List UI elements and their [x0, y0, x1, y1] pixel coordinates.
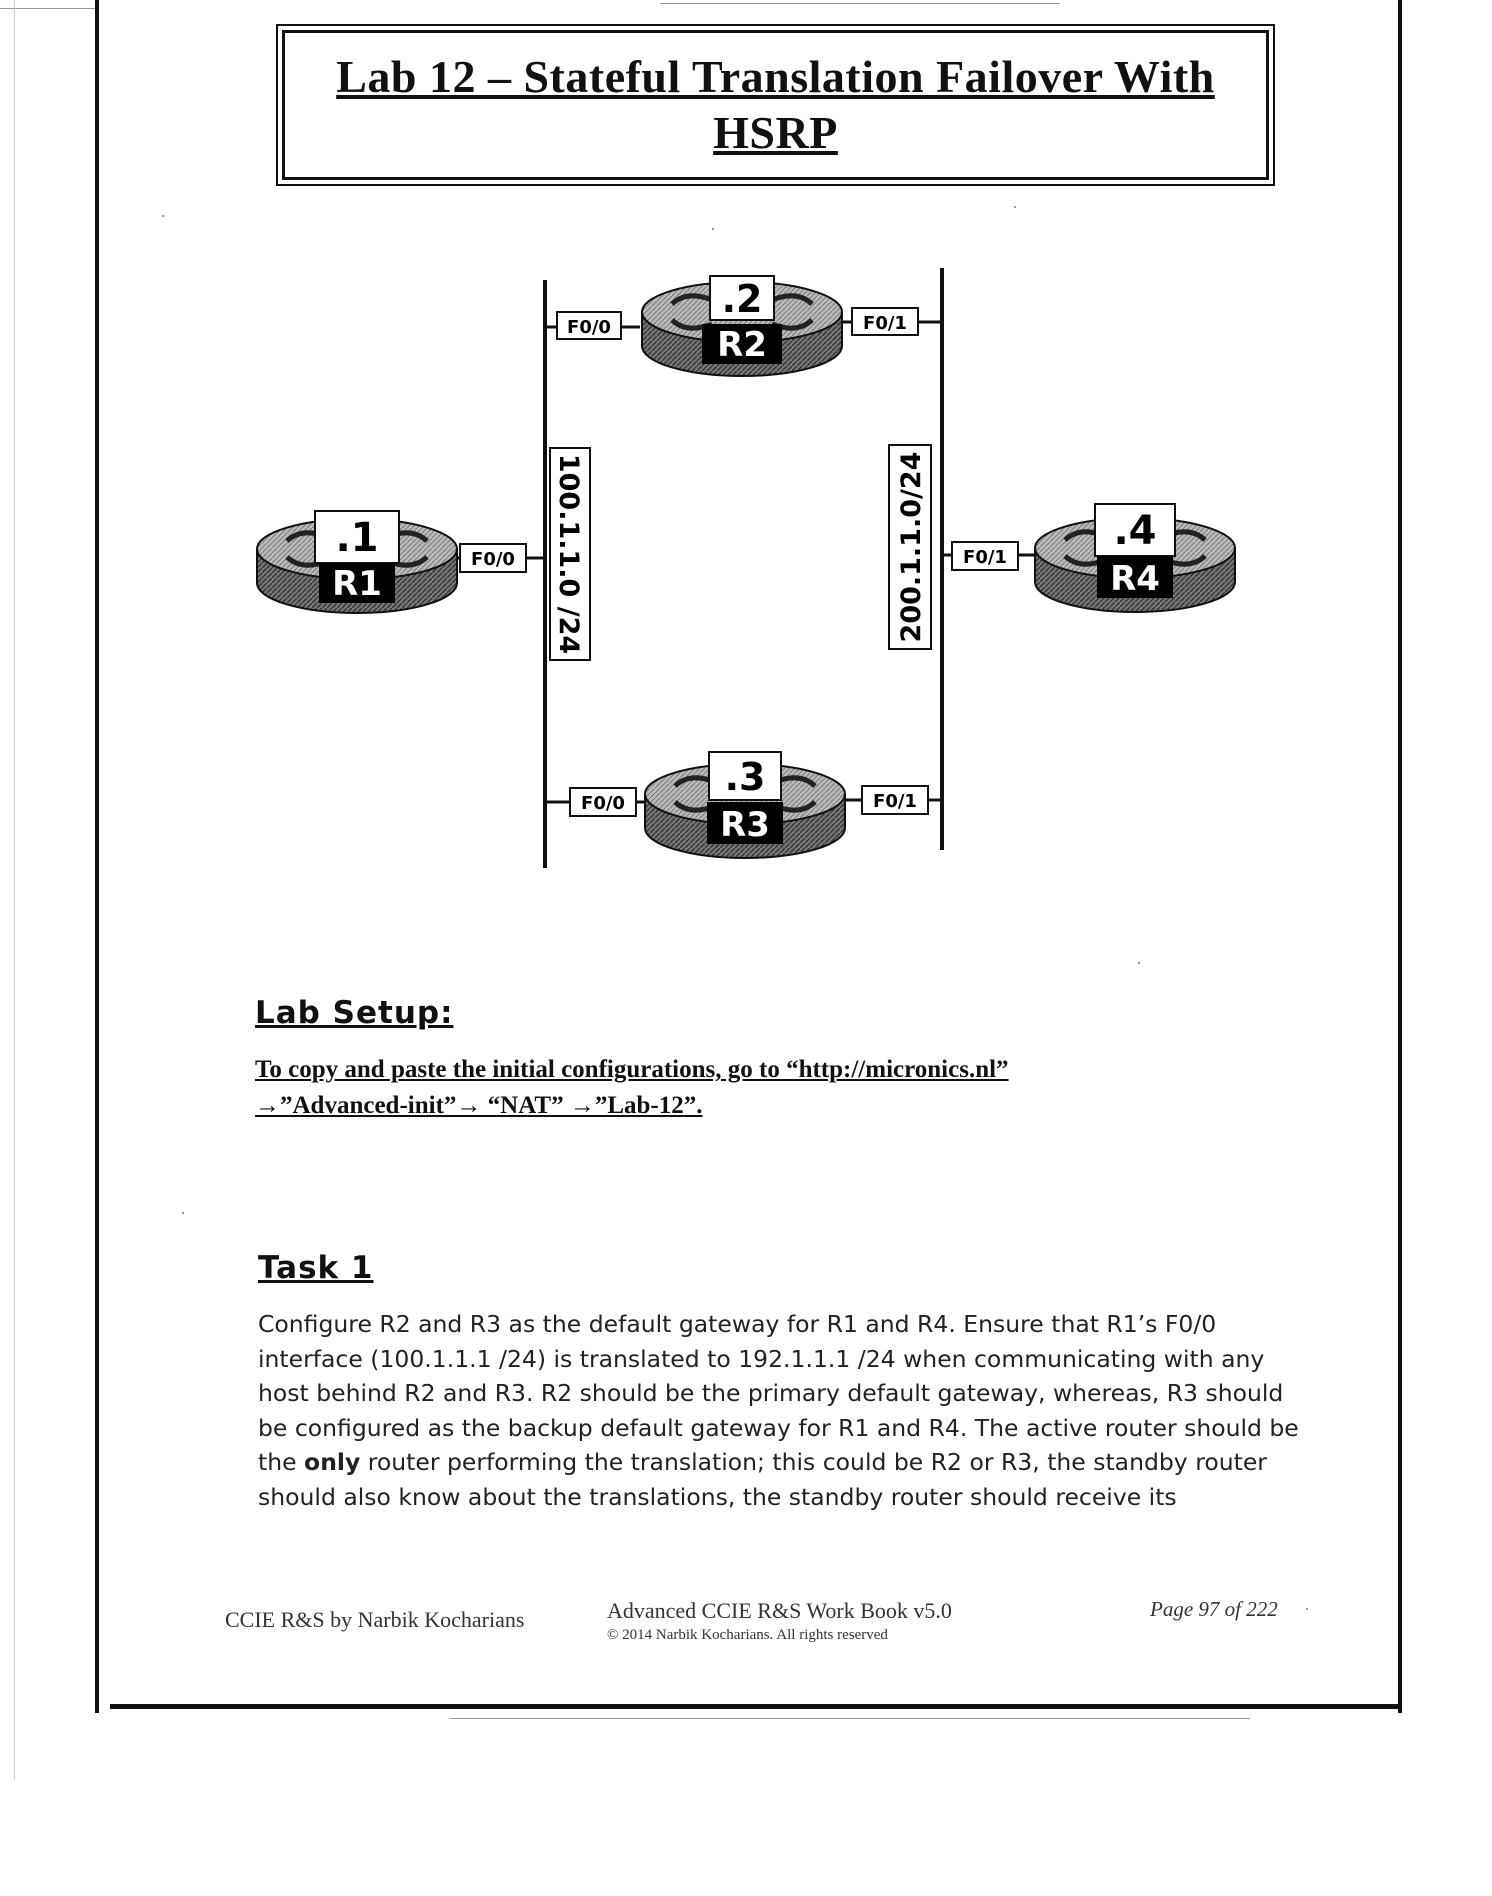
task1-line: should also know about the translations, the standby router should receive its: [258, 1482, 1177, 1511]
iface-label-r2-f00: [557, 312, 621, 339]
svg-text:F0/1: F0/1: [873, 791, 917, 812]
router-label-r4: R4: [1110, 559, 1160, 599]
router-r2: [642, 276, 842, 376]
subnet-label-right: [889, 445, 931, 649]
task1-line: be configured as the backup default gateway for R1 and R4. The active router should be: [258, 1413, 1299, 1442]
scan-speck: [1138, 962, 1140, 964]
router-r3: [645, 752, 845, 858]
host-label-r2: .2: [721, 277, 763, 321]
svg-text:100.1.1.0 /24: 100.1.1.0 /24: [553, 453, 584, 655]
scan-edge-line: [450, 1718, 1250, 1719]
lab-title-line-1: Lab 12 – Stateful Translation Failover With: [336, 51, 1215, 102]
task1-emphasis-only: only: [304, 1448, 361, 1476]
iface-label-r2-f01: [852, 308, 918, 335]
router-label-r2: R2: [717, 325, 767, 365]
lab-setup-instruction-line-1: To copy and paste the initial configurations, go to “http://micronics.nl”: [255, 1056, 1009, 1083]
svg-text:200.1.1.0/24: 200.1.1.0/24: [896, 451, 927, 643]
svg-text:F0/1: F0/1: [863, 313, 907, 334]
svg-text:F0/1: F0/1: [963, 547, 1007, 568]
router-label-r3: R3: [720, 805, 770, 845]
task1-body: [258, 1307, 1299, 1514]
router-label-r1: R1: [332, 564, 382, 604]
svg-text:F0/0: F0/0: [471, 549, 515, 570]
scan-speck: [1306, 1608, 1308, 1610]
lab-title-line-2: HSRP: [713, 107, 838, 158]
task1-line-segment: the: [258, 1448, 305, 1476]
svg-text:F0/0: F0/0: [567, 317, 611, 338]
task1-line: [258, 1445, 1267, 1480]
lab-setup-heading: Lab Setup:: [255, 995, 454, 1031]
footer-author: CCIE R&S by Narbik Kocharians: [225, 1607, 525, 1632]
footer-book-title: Advanced CCIE R&S Work Book v5.0: [607, 1598, 952, 1623]
network-topology-diagram: [0, 0, 1492, 900]
iface-label-r3-f01: [862, 786, 928, 814]
iface-label-r4-f01: [952, 542, 1018, 570]
iface-label-r3-f00: [570, 788, 636, 816]
task1-heading: Task 1: [258, 1250, 374, 1286]
page-border-bottom: [110, 1704, 1402, 1709]
iface-label-r1-f00: [460, 544, 526, 572]
scan-speck: [182, 1212, 184, 1214]
task1-line: host behind R2 and R3. R2 should be the primary default gateway, whereas, R3 should: [258, 1379, 1284, 1407]
footer-copyright: © 2014 Narbik Kocharians. All rights reserved: [607, 1627, 888, 1643]
task1-line-segment: router performing the translation; this could be R2 or R3, the standby router: [360, 1448, 1267, 1476]
host-label-r4: .4: [1113, 508, 1157, 554]
host-label-r3: .3: [724, 755, 766, 799]
router-r1: [257, 511, 457, 613]
subnet-label-left: [550, 448, 590, 660]
host-label-r1: .1: [335, 515, 379, 561]
router-r4: [1035, 504, 1235, 612]
svg-text:F0/0: F0/0: [581, 793, 625, 814]
task1-line: interface (100.1.1.1 /24) is translated to 192.1.1.1 /24 when communicating with any: [258, 1344, 1265, 1373]
footer-page-number: Page 97 of 222: [1150, 1597, 1278, 1621]
lab-setup-instruction-line-2: →”Advanced-init”→ “NAT” →”Lab-12”.: [255, 1092, 703, 1119]
task1-line: Configure R2 and R3 as the default gateway for R1 and R4. Ensure that R1’s F0/0: [258, 1310, 1217, 1338]
